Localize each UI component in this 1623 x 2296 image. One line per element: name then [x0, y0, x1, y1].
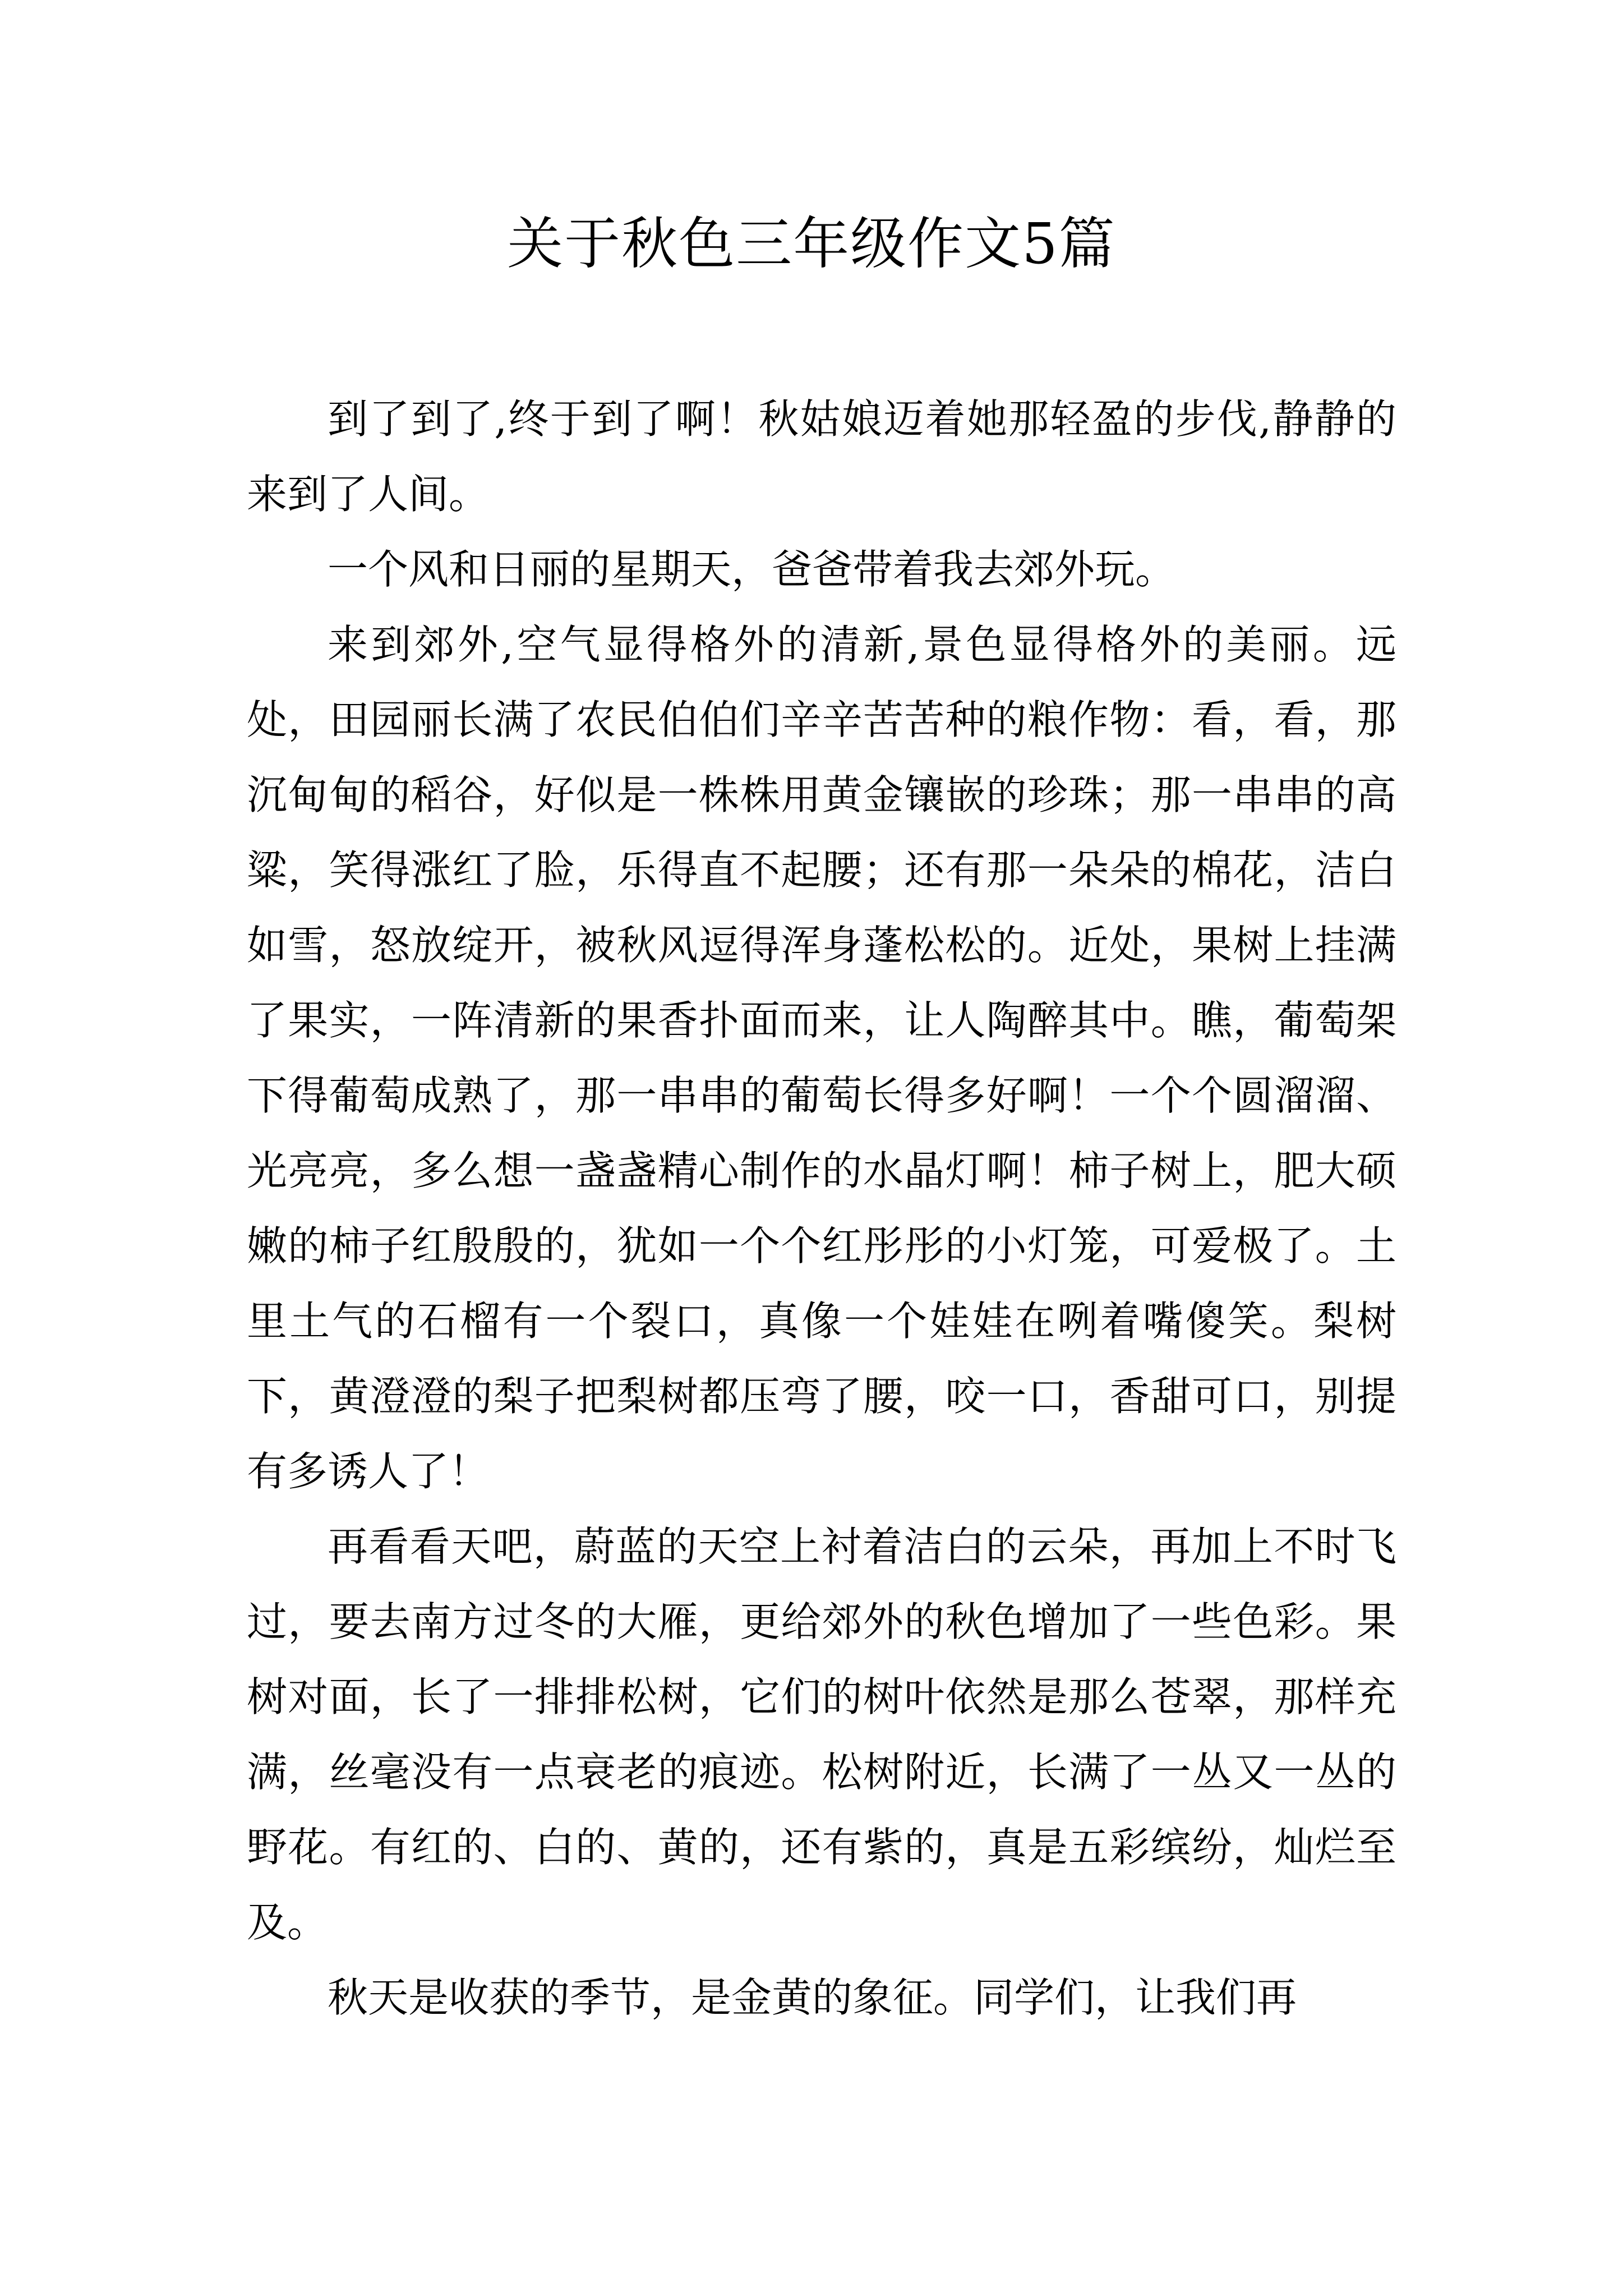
- paragraph: 秋天是收获的季节，是金黄的象征。同学们，让我们再: [328, 1974, 1297, 2021]
- document-title: 关于秋色三年级作文5篇: [507, 211, 1116, 277]
- paragraph: 一个风和日丽的星期天，爸爸带着我去郊外玩。: [328, 546, 1176, 593]
- paragraph: 到了到了,终于到了啊！秋姑娘迈着她那轻盈的步伐,静静的来到了人间。: [247, 395, 1396, 518]
- document-body: [247, 381, 1396, 2035]
- paragraph: 来到郊外,空气显得格外的清新,景色显得格外的美丽。远处，田园丽长满了农民伯伯们辛辛苦苦种的粮作物：看，看，那沉甸甸的稻谷，好似是一株株用黄金镶嵌的珍珠；那一串串的高粱，笑得涨红了脸，乐得直不起腰；还有那一朵朵的棉花，洁白如雪，怒放绽开，被秋风逗得浑身蓬松松的。近处，果树上挂满了果实，一阵清新的果香扑面而来，让人陶醉其中。瞧，葡萄架下得葡萄成熟了，那一串串的葡萄长得多好啊！一个个圆溜溜、光亮亮，多么想一盏盏精心制作的水晶灯啊！柿子树上，肥大硕嫩的柿子红殷殷的，犹如一个个红彤彤的小灯笼，可爱极了。土里土气的石榴有一个裂口，真像一个娃娃在咧着嘴傻笑。梨树下，黄澄澄的梨子把梨树都压弯了腰，咬一口，香甜可口，别提有多诱人了！: [247, 621, 1396, 1495]
- paragraph: 再看看天吧，蔚蓝的天空上衬着洁白的云朵，再加上不时飞过，要去南方过冬的大雁，更给郊外的秋色增加了一些色彩。果树对面，长了一排排松树，它们的树叶依然是那么苍翠，那样充满，丝毫没有一点衰老的痕迹。松树附近，长满了一丛又一丛的野花。有红的、白的、黄的，还有紫的，真是五彩缤纷，灿烂至及。: [247, 1523, 1396, 1946]
